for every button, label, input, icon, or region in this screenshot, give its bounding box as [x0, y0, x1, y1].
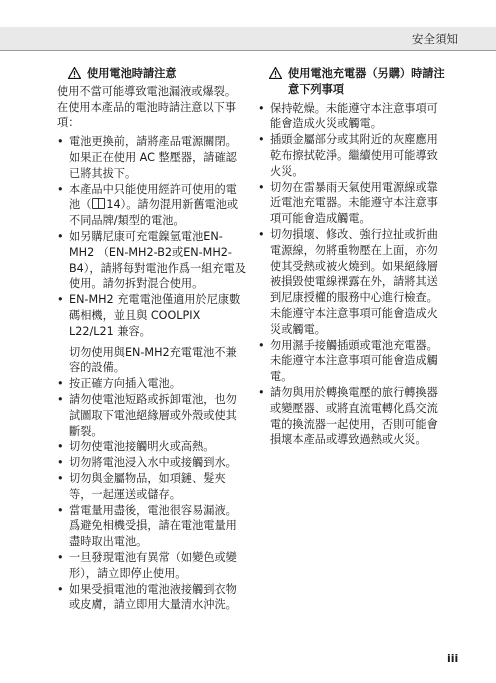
list-item: • 本產品中只能使用經許可使用的電池（ 14）。請勿混用新舊電池或不同品牌/類型的電池。: [57, 182, 247, 229]
list-item: • 保持乾燥。未能遵守本注意事項可能會造成火災或觸電。: [258, 101, 448, 133]
list-item: • 請勿使電池短路或拆卸電池，也勿試圖取下電池絕緣層或外殼或使其斷裂。: [57, 392, 247, 439]
section-title-text: 使用電池充電器（另購）時請注意下列事項: [288, 67, 445, 96]
list-item: • 如果受損電池的電池液接觸到衣物或皮膚，請立即用大量清水沖洗。: [57, 582, 247, 614]
list-item: • 當電量用盡後，電池很容易漏液。爲避免相機受損，請在電池電量用盡時取出電池。: [57, 503, 247, 550]
header-bar: [0, 27, 496, 50]
list-item: • 一旦發現電池有異常（如變色或變形），請立即停止使用。: [57, 550, 247, 582]
list-item: • 按正確方向插入電池。: [57, 376, 247, 392]
list-item: • 勿用濕手接觸插頭或電池充電器。未能遵守本注意事項可能會造成觸電。: [258, 338, 448, 385]
list-item: • 電池更換前，請將產品電源關閉。如果正在使用 AC 整壓器，請確認已將其拔下。: [57, 134, 247, 181]
warning-icon: [269, 67, 282, 79]
charger-precautions-list: [258, 101, 448, 449]
list-item: • 切勿損壞、修改、強行拉扯或折曲電源線，勿將重物壓在上面，亦勿使其受熱或被火燒到。如果絕緣層被損毀使電線裸露在外，請將其送到尼康授權的服務中心進行檢查。未能遵守本注意事項可能會造成火災或觸電。: [258, 227, 448, 338]
list-item: • 如另購尼康可充電鎳氫電池EN-MH2 （EN-MH2-B2或EN-MH2-B4），請將每對電池作爲一組充電及使用。請勿拆對混合使用。: [57, 229, 247, 292]
list-item: • EN-MH2 充電電池僅適用於尼康數碼相機，並且與 COOLPIX L22/L21 兼容。 切勿使用與EN-MH2充電電池不兼容的設備。: [57, 292, 247, 376]
section-intro: 使用不當可能導致電池漏液或爆裂。在使用本產品的電池時請注意以下事項：: [57, 84, 237, 130]
list-item: • 切勿在雷暴雨天氣使用電源線或靠近電池充電器。未能遵守本注意事項可能會造成觸電。: [258, 180, 448, 227]
list-item: • 請勿與用於轉換電壓的旅行轉換器或變壓器、或將直流電轉化爲交流電的換流器一起使用，否則可能會損壞本產品或導致過熱或火災。: [258, 385, 448, 448]
list-item: • 切勿將電池浸入水中或接觸到水。: [57, 455, 247, 471]
section-title-battery: [57, 66, 247, 82]
left-column: [57, 66, 247, 613]
right-column: [258, 66, 448, 448]
page-header-title: 安全須知: [412, 32, 458, 46]
page-number: iii: [447, 652, 459, 665]
book-reference-icon: [92, 198, 105, 209]
item-note: 切勿使用與EN-MH2充電電池不兼容的設備。: [69, 345, 237, 375]
section-title-charger: [258, 66, 448, 98]
list-item: • 切勿與金屬物品，如項鏈、髮夾等，一起運送或儲存。: [57, 471, 247, 503]
header-divider: [0, 50, 496, 51]
list-item: • 切勿使電池接觸明火或高熱。: [57, 439, 247, 455]
section-title-text: 使用電池時請注意: [87, 67, 177, 80]
page-reference: 14: [106, 198, 121, 212]
warning-icon: [68, 67, 81, 79]
list-item: • 插頭金屬部分或其附近的灰塵應用乾布擦拭乾淨。繼續使用可能導致火災。: [258, 132, 448, 179]
battery-precautions-list: [57, 134, 247, 613]
